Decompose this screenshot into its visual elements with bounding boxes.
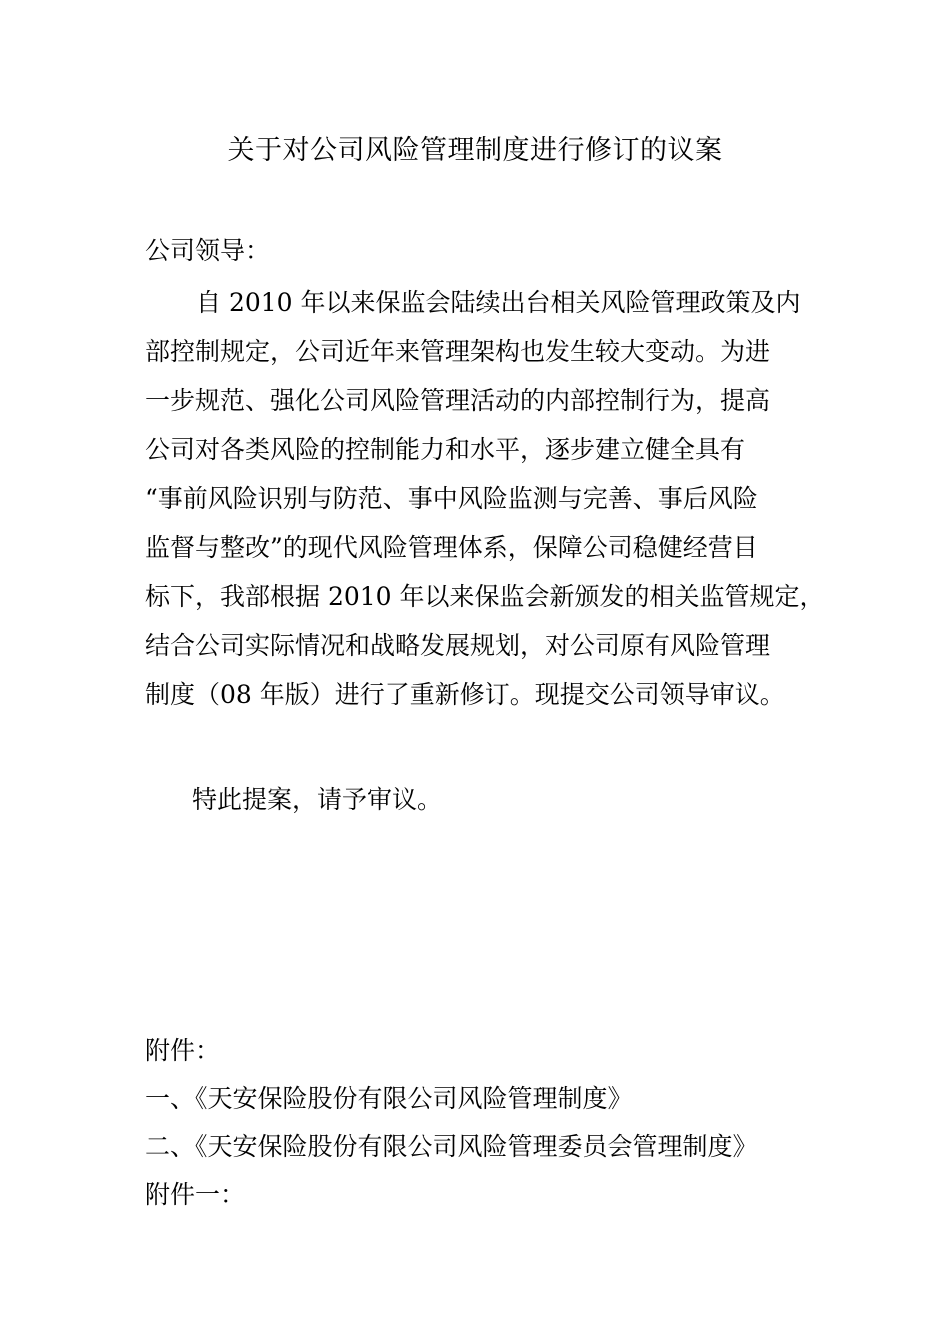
body-line: 公司对各类风险的控制能力和水平，逐步建立健全具有 <box>145 435 746 464</box>
body-line: 结合公司实际情况和战略发展规划，对公司原有风险管理 <box>145 631 771 660</box>
salutation: 公司领导： <box>145 236 271 265</box>
attachment-item: 一、《天安保险股份有限公司风险管理制度》 <box>145 1084 633 1113</box>
closing-statement: 特此提案，请予审议。 <box>192 785 443 814</box>
body-line: 标下，我部根据 2010 年以来保监会新颁发的相关监管规定， <box>145 582 825 611</box>
body-line: 监督与整改”的现代风险管理体系，保障公司稳健经营目 <box>145 533 758 562</box>
attachment-one-heading: 附件一： <box>145 1180 246 1209</box>
body-line: 自 2010 年以来保监会陆续出台相关风险管理政策及内 <box>196 288 801 317</box>
attachment-item: 二、《天安保险股份有限公司风险管理委员会管理制度》 <box>145 1132 758 1161</box>
body-line: 部控制规定，公司近年来管理架构也发生较大变动。为进 <box>145 337 771 366</box>
body-line: 一步规范、强化公司风险管理活动的内部控制行为，提高 <box>145 386 771 415</box>
attachments-heading: 附件： <box>145 1036 221 1065</box>
body-line: 制度（08 年版）进行了重新修订。现提交公司领导审议。 <box>145 680 785 709</box>
document-title: 关于对公司风险管理制度进行修订的议案 <box>227 135 723 166</box>
body-line: “事前风险识别与防范、事中风险监测与完善、事后风险 <box>145 484 758 513</box>
